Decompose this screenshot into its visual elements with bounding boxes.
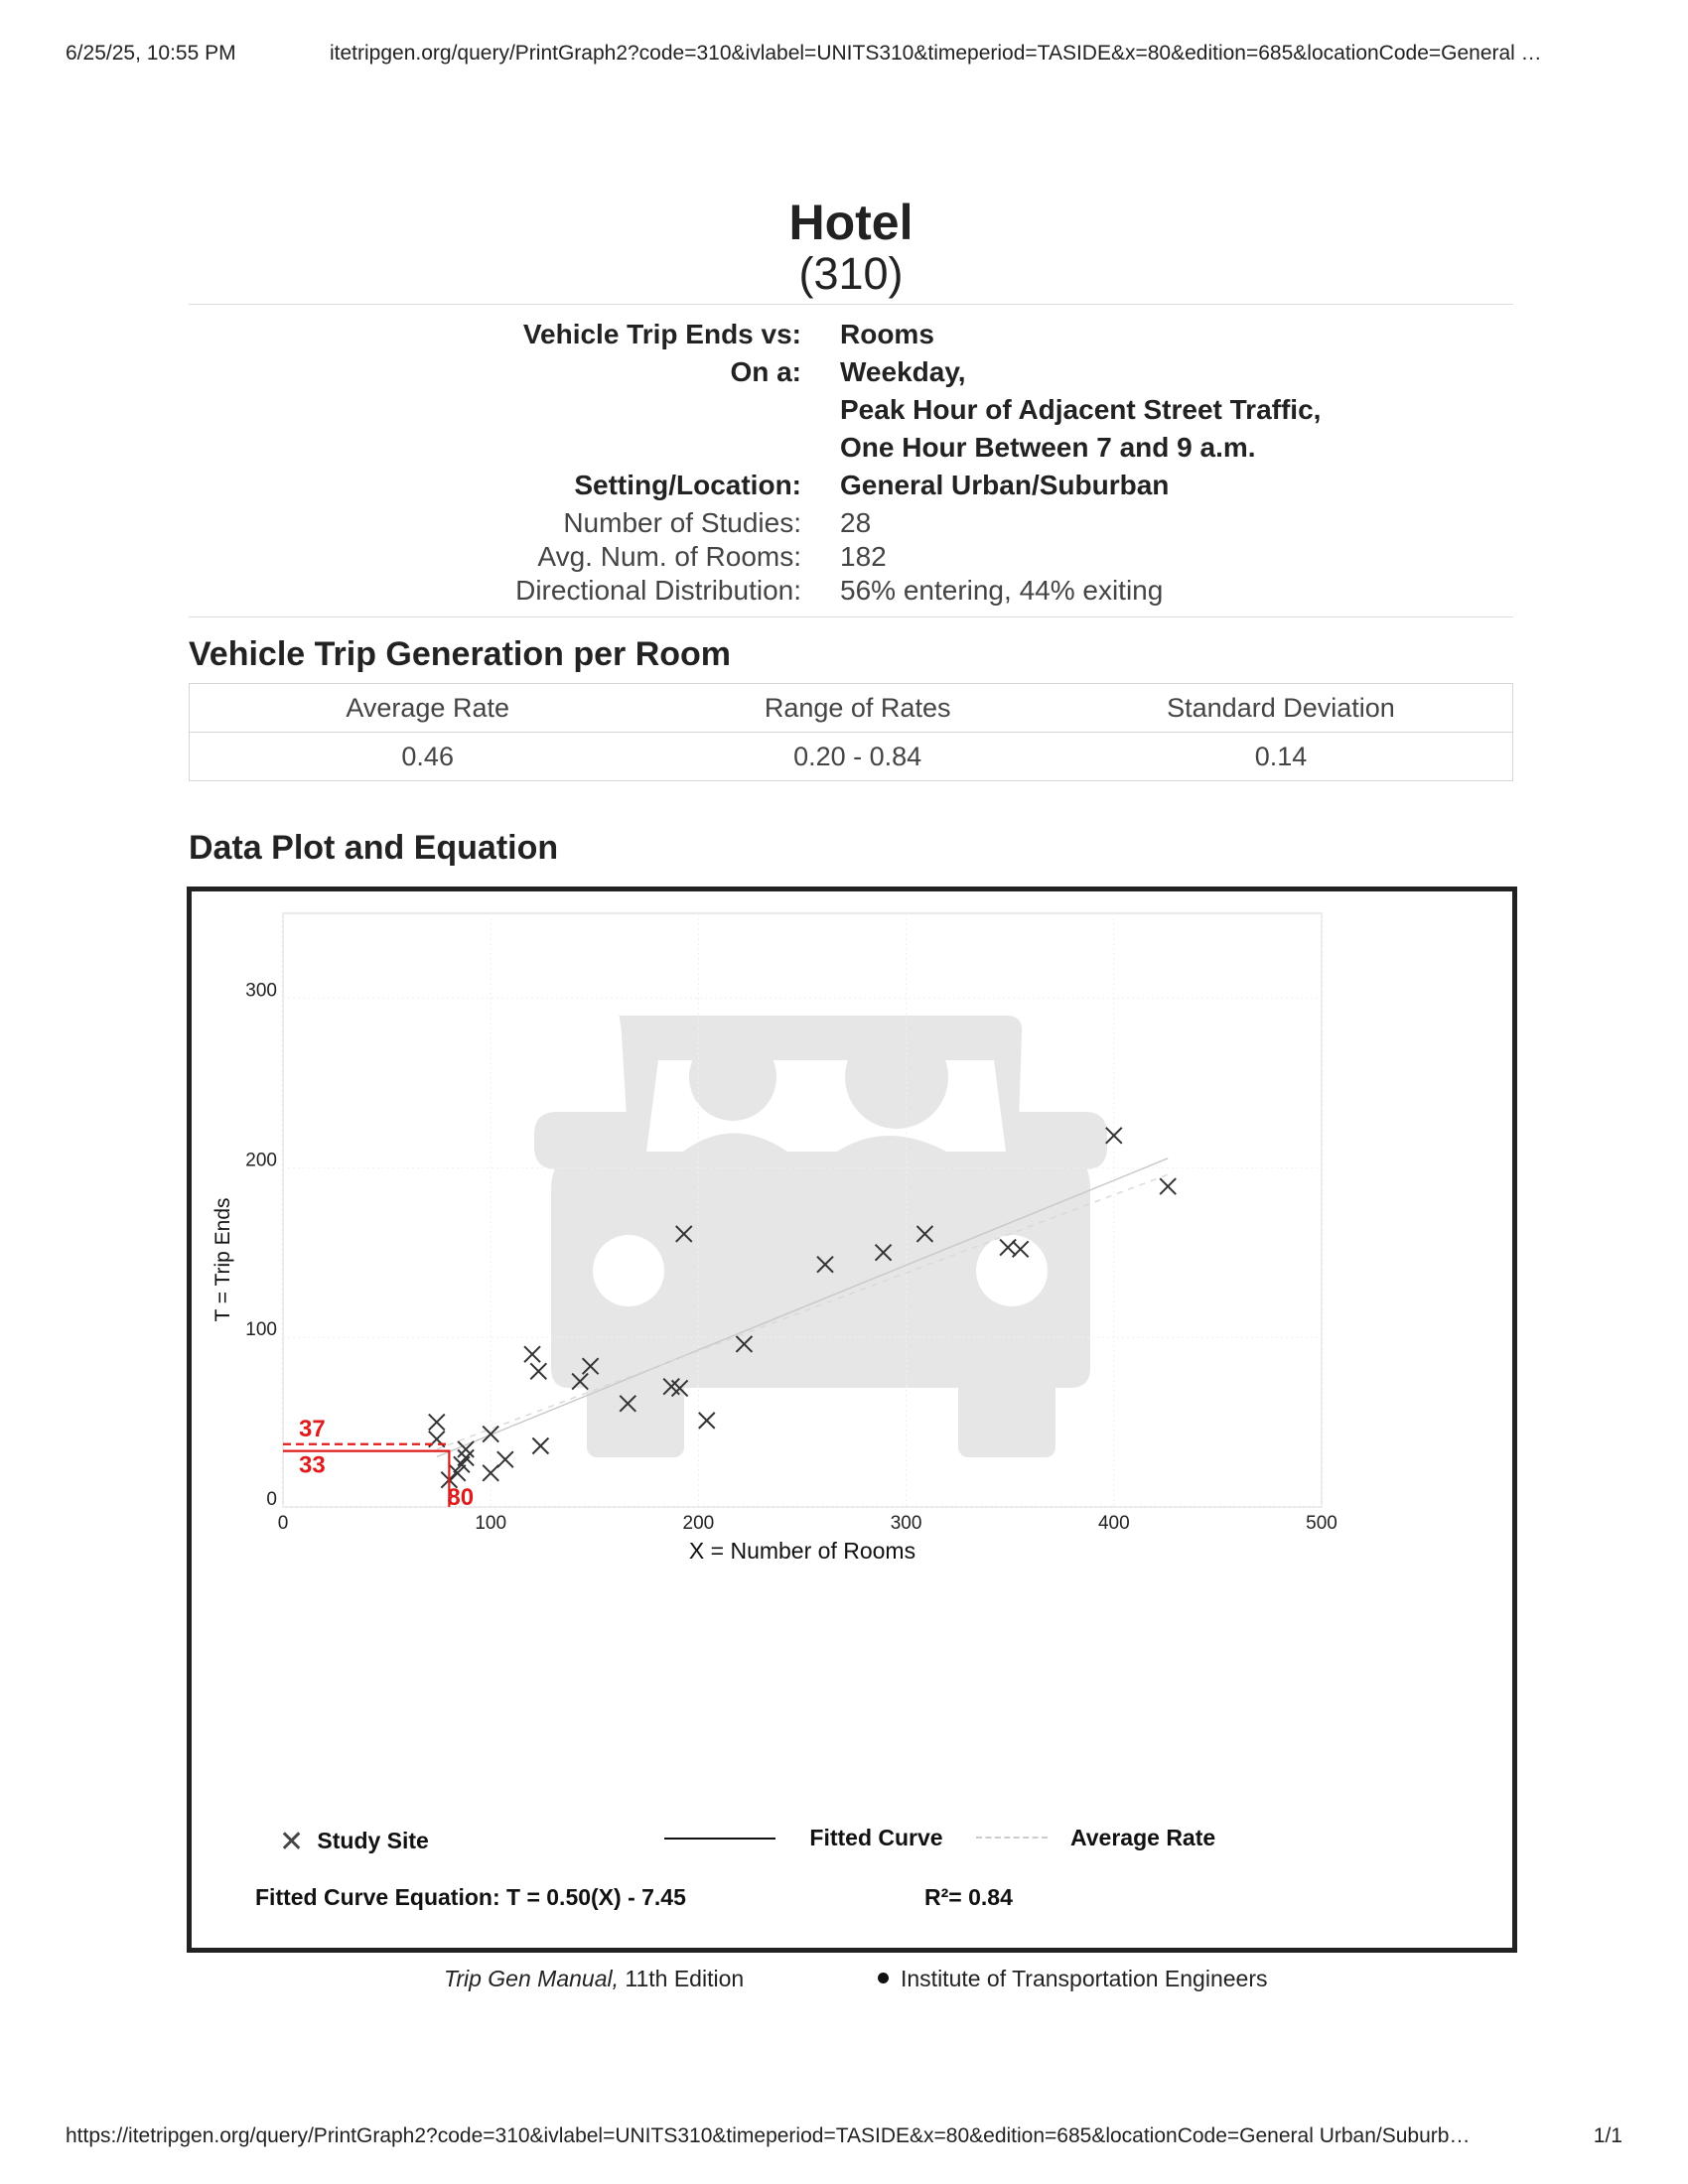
rates-header-row xyxy=(190,684,1513,733)
x-tick-label: 300 xyxy=(890,1513,922,1534)
study-site-point xyxy=(429,1415,445,1431)
x-axis-label: X = Number of Rooms xyxy=(688,1538,916,1564)
divider-bottom xyxy=(189,616,1513,617)
manual-edition: 11th Edition xyxy=(618,1966,745,1991)
y-axis-label: T = Trip Ends xyxy=(211,1197,234,1322)
y-tick-label: 200 xyxy=(245,1150,277,1171)
study-site-point xyxy=(1106,1128,1122,1144)
print-footer-url: https://itetripgen.org/query/PrintGraph2?code=310&ivlabel=UNITS310&timeperiod=TASIDE&x=80&edition=685&locationCode=General Urban/Suburb… xyxy=(66,2124,1471,2147)
highlight-fitted-label: 33 xyxy=(299,1451,326,1479)
plot-frame xyxy=(187,887,1517,1953)
on-value-3: One Hour Between 7 and 9 a.m. xyxy=(840,432,1256,463)
citation-manual xyxy=(444,1966,744,1992)
study-site-point xyxy=(524,1346,540,1362)
highlight-average-label: 37 xyxy=(299,1415,326,1442)
legend-study-site-label: Study Site xyxy=(317,1828,429,1853)
study-site-point xyxy=(458,1441,474,1457)
on-label: On a: xyxy=(730,356,801,387)
x-tick-label: 500 xyxy=(1306,1513,1337,1534)
car-watermark-icon xyxy=(534,1016,1107,1457)
legend-fitted-curve-label: Fitted Curve xyxy=(809,1825,943,1850)
study-site-point xyxy=(458,1449,474,1465)
solid-line-icon xyxy=(664,1838,775,1840)
value-average-rate: 0.46 xyxy=(190,733,666,781)
print-timestamp: 6/25/25, 10:55 PM xyxy=(66,42,236,65)
citation-org xyxy=(878,1966,1268,1992)
legend-average-rate xyxy=(1070,1825,1215,1851)
studies-label: Number of Studies: xyxy=(563,507,801,538)
directional-label: Directional Distribution: xyxy=(515,575,801,606)
highlight-x-label: 80 xyxy=(447,1484,475,1511)
y-tick-label: 100 xyxy=(245,1319,277,1341)
x-tick-label: 400 xyxy=(1097,1513,1130,1534)
print-footer xyxy=(66,2124,1622,2154)
rates-value-row xyxy=(190,733,1513,781)
page-number: 1/1 xyxy=(1593,2124,1622,2147)
average-rate-label: Average Rate xyxy=(1070,1825,1216,1850)
title-block xyxy=(189,195,1513,298)
rates-section-title: Vehicle Trip Generation per Room xyxy=(189,635,732,673)
r-squared: R²= 0.84 xyxy=(924,1884,1013,1910)
page-title: Hotel xyxy=(788,195,914,250)
y-tick-label: 0 xyxy=(266,1489,277,1510)
study-site-point xyxy=(483,1465,498,1481)
org-name: Institute of Transportation Engineers xyxy=(901,1966,1268,1991)
vs-label: Vehicle Trip Ends vs: xyxy=(522,319,801,349)
land-use-code: (310) xyxy=(798,248,904,299)
y-tick-label: 300 xyxy=(245,980,277,1002)
value-range-of-rates: 0.20 - 0.84 xyxy=(665,733,1050,781)
manual-title: Trip Gen Manual, xyxy=(444,1966,619,1991)
setting-value: General Urban/Suburban xyxy=(840,470,1170,500)
avg-rooms-value: 182 xyxy=(840,541,887,572)
bullet-icon xyxy=(878,1973,889,1983)
on-value-1: Weekday, xyxy=(840,356,966,387)
study-site-point xyxy=(532,1437,548,1453)
x-tick-label: 0 xyxy=(277,1513,289,1534)
report-content xyxy=(189,189,1513,867)
study-site-point xyxy=(497,1451,513,1467)
study-site-point xyxy=(699,1413,715,1429)
study-site-point xyxy=(1160,1178,1176,1194)
x-marker-icon: ✕ xyxy=(279,1826,305,1858)
print-header xyxy=(66,42,1622,71)
legend-fitted-curve xyxy=(664,1825,943,1851)
rates-table xyxy=(189,683,1513,781)
study-site-point xyxy=(530,1363,546,1379)
print-header-url: itetripgen.org/query/PrintGraph2?code=310&ivlabel=UNITS310&timeperiod=TASIDE&x=80&edition=685&locationCode=General … xyxy=(330,42,1542,65)
header-range-of-rates: Range of Rates xyxy=(764,692,951,723)
value-standard-deviation: 0.14 xyxy=(1050,733,1513,781)
avg-rooms-label: Avg. Num. of Rooms: xyxy=(537,541,801,572)
studies-value: 28 xyxy=(840,507,872,538)
directional-value: 56% entering, 44% exiting xyxy=(840,575,1164,606)
dashed-line-icon xyxy=(976,1837,1048,1839)
vs-value: Rooms xyxy=(840,319,934,349)
header-standard-deviation: Standard Deviation xyxy=(1167,692,1395,723)
setting-label: Setting/Location: xyxy=(574,470,801,500)
x-tick-label: 100 xyxy=(475,1513,507,1534)
plot-section-title: Data Plot and Equation xyxy=(189,829,559,867)
header-average-rate: Average Rate xyxy=(346,692,509,723)
fitted-equation: Fitted Curve Equation: T = 0.50(X) - 7.45 xyxy=(255,1884,686,1910)
x-tick-label: 200 xyxy=(682,1513,715,1534)
scatter-plot xyxy=(192,891,1512,1948)
on-value-2: Peak Hour of Adjacent Street Traffic, xyxy=(840,394,1322,425)
legend-study-site xyxy=(279,1825,429,1859)
info-block xyxy=(189,305,1513,616)
